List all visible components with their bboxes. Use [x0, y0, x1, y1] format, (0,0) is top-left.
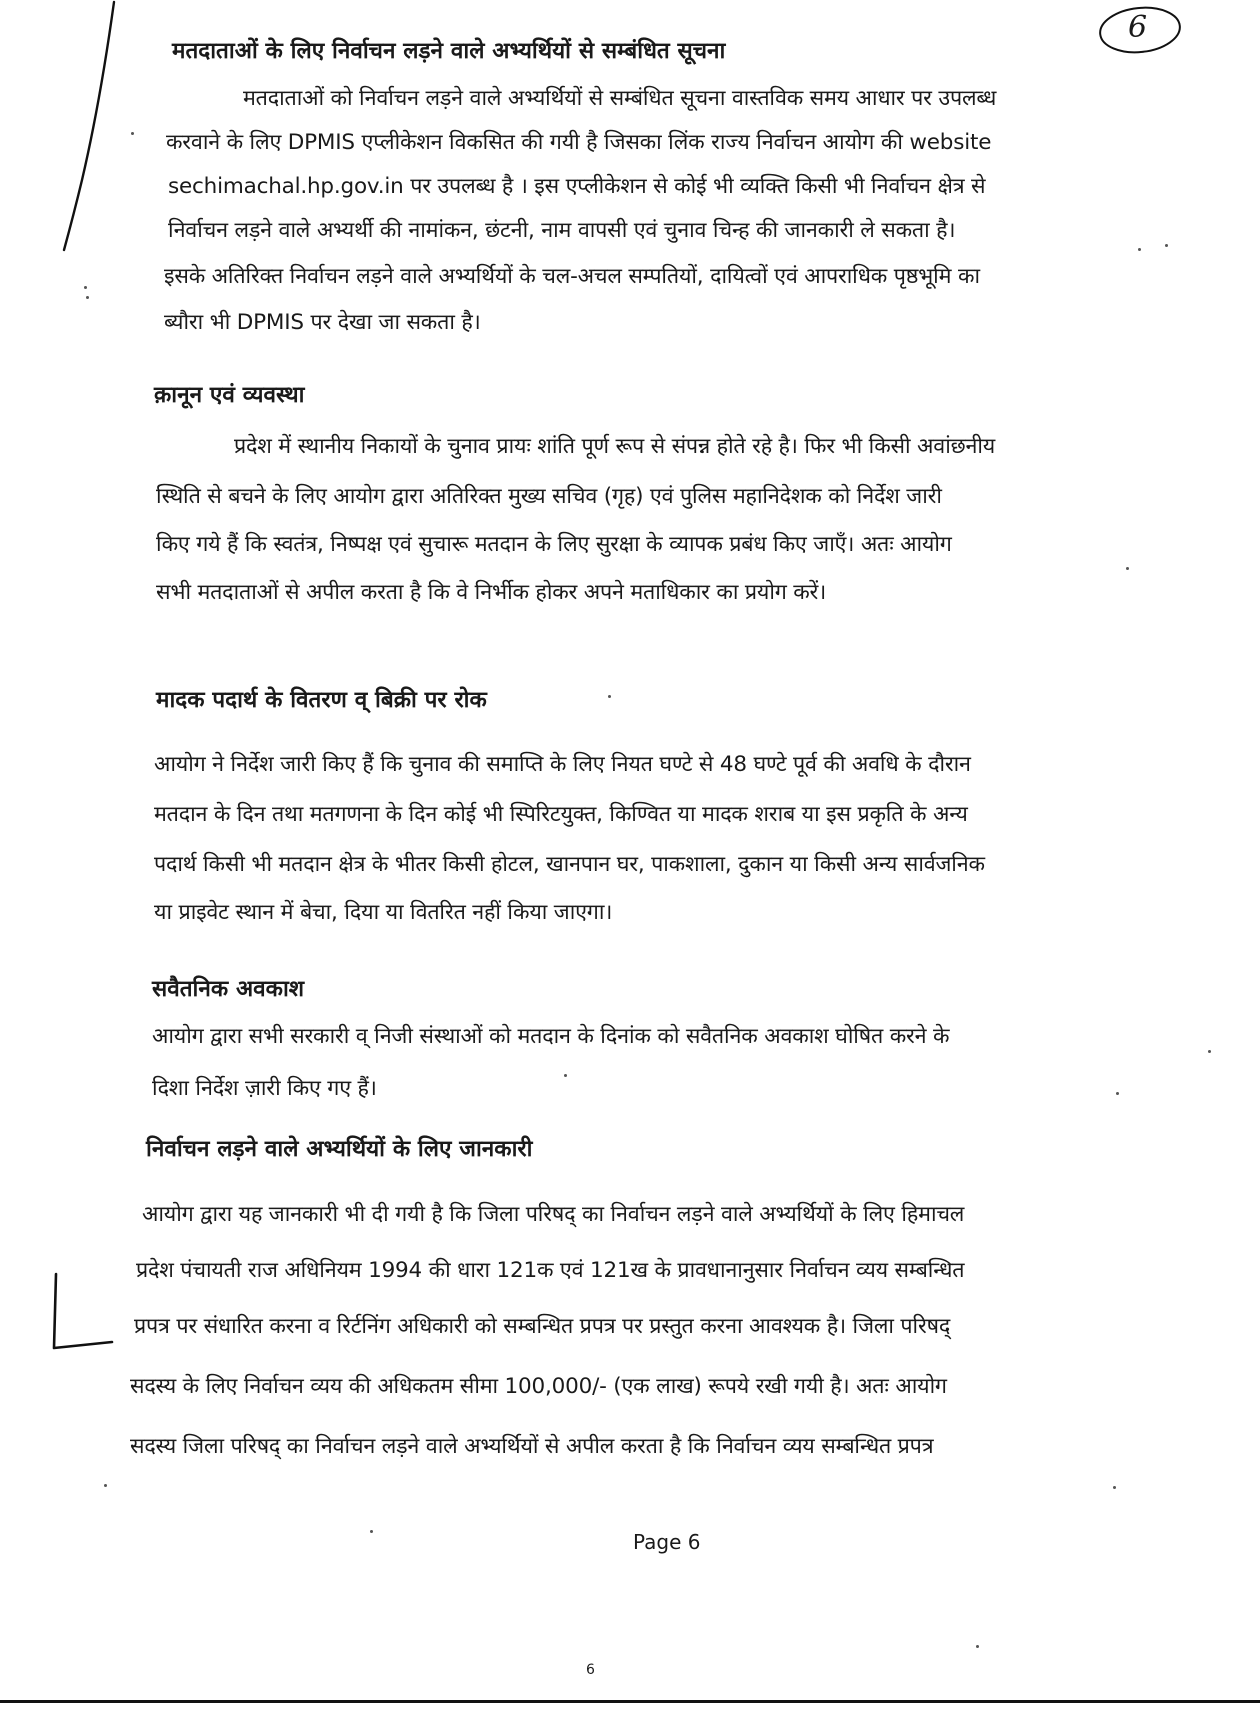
- page-footer-label: Page 6: [633, 1530, 701, 1554]
- body-line: सदस्य के लिए निर्वाचन व्यय की अधिकतम सीमा 100,000/- (एक लाख) रूपये रखी गयी है। अतः आयोग: [130, 1374, 947, 1399]
- body-line: प्रदेश में स्थानीय निकायों के चुनाव प्रायः शांति पूर्ण रूप से संपन्न होते रहे है। फिर भी किसी अवांछनीय: [234, 434, 996, 459]
- body-line: करवाने के लिए DPMIS एप्लीकेशन विकसित की गयी है जिसका लिंक राज्य निर्वाचन आयोग की website: [166, 130, 992, 155]
- scan-speck: [370, 1530, 373, 1533]
- margin-pen-stroke: [36, 0, 126, 260]
- body-line: दिशा निर्देश ज़ारी किए गए हैं।: [152, 1076, 377, 1101]
- section-heading-liquor-ban: मादक पदार्थ के वितरण व् बिक्री पर रोक: [156, 687, 487, 713]
- scan-speck: [608, 695, 611, 698]
- scan-speck: [1208, 1050, 1211, 1053]
- body-line: आयोग द्वारा सभी सरकारी व् निजी संस्थाओं को मतदान के दिनांक को सवैतनिक अवकाश घोषित करने के: [152, 1024, 950, 1049]
- section-heading-paid-holiday: सवैतनिक अवकाश: [152, 976, 305, 1002]
- scan-speck: [1116, 1092, 1119, 1095]
- body-line: स्थिति से बचने के लिए आयोग द्वारा अतिरिक्त मुख्य सचिव (गृह) एवं पुलिस महानिदेशक को निर्देश जारी: [156, 484, 942, 509]
- scan-speck: [86, 296, 89, 299]
- scan-speck: [1165, 244, 1168, 247]
- body-line: सभी मतदाताओं से अपील करता है कि वे निर्भीक होकर अपने मताधिकार का प्रयोग करें।: [156, 580, 827, 605]
- section-heading-voter-info: मतदाताओं के लिए निर्वाचन लड़ने वाले अभ्यर्थियों से सम्बंधित सूचना: [172, 38, 726, 64]
- scan-speck: [1113, 1486, 1116, 1489]
- body-line: सदस्य जिला परिषद् का निर्वाचन लड़ने वाले अभ्यर्थियों से अपील करता है कि निर्वाचन व्यय सम्बन्धित प्रपत्र: [130, 1434, 934, 1459]
- body-line: इसके अतिरिक्त निर्वाचन लड़ने वाले अभ्यर्थियों के चल-अचल सम्पतियों, दायित्वों एवं आपराधिक पृष्ठभूमि का: [164, 264, 980, 289]
- body-line: मतदाताओं को निर्वाचन लड़ने वाले अभ्यर्थियों से सम्बंधित सूचना वास्तविक समय आधार पर उपलब्ध: [243, 86, 997, 111]
- scan-speck: [1138, 248, 1141, 251]
- scan-speck: [84, 286, 87, 289]
- page-number-small: 6: [586, 1662, 595, 1678]
- scan-speck: [976, 1645, 979, 1648]
- section-heading-law-order: क़ानून एवं व्यवस्था: [154, 382, 305, 408]
- body-line: मतदान के दिन तथा मतगणना के दिन कोई भी स्पिरिटयुक्त, किण्वित या मादक शराब या इस प्रकृति के अन्य: [154, 802, 968, 827]
- body-line: प्रदेश पंचायती राज अधिनियम 1994 की धारा 121क एवं 121ख के प्रावधानानुसार निर्वाचन व्यय सम्बन्धित: [136, 1258, 965, 1283]
- section-heading-candidate-info: निर्वाचन लड़ने वाले अभ्यर्थियों के लिए जानकारी: [146, 1136, 533, 1162]
- scan-speck: [1126, 567, 1129, 570]
- body-line: प्रपत्र पर संधारित करना व रिर्टनिंग अधिकारी को सम्बन्धित प्रपत्र पर प्रस्तुत करना आवश्यक है। जिला परिषद्: [134, 1314, 951, 1339]
- margin-bracket-mark: [40, 1268, 120, 1368]
- circled-number-text: 6: [1128, 10, 1148, 45]
- body-line: आयोग द्वारा यह जानकारी भी दी गयी है कि जिला परिषद् का निर्वाचन लड़ने वाले अभ्यर्थियों के लिए हिमाचल: [142, 1202, 965, 1227]
- body-line: आयोग ने निर्देश जारी किए हैं कि चुनाव की समाप्ति के लिए नियत घण्टे से 48 घण्टे पूर्व की अवधि के दौरान: [154, 752, 971, 777]
- body-line: पदार्थ किसी भी मतदान क्षेत्र के भीतर किसी होटल, खानपान घर, पाकशाला, दुकान या किसी अन्य सार्वजनिक: [154, 852, 985, 877]
- body-line: या प्राइवेट स्थान में बेचा, दिया या वितरित नहीं किया जाएगा।: [154, 900, 613, 925]
- scan-speck: [104, 1484, 107, 1487]
- body-line: निर्वाचन लड़ने वाले अभ्यर्थी की नामांकन, छंटनी, नाम वापसी एवं चुनाव चिन्ह की जानकारी ले सकता है।: [168, 218, 956, 243]
- bottom-edge-rule: [0, 1700, 1260, 1703]
- scan-speck: [131, 132, 134, 135]
- body-line: ब्यौरा भी DPMIS पर देखा जा सकता है।: [164, 310, 481, 335]
- body-line: sechimachal.hp.gov.in पर उपलब्ध है । इस एप्लीकेशन से कोई भी व्यक्ति किसी भी निर्वाचन क्षेत्र से: [168, 174, 986, 199]
- body-line: किए गये हैं कि स्वतंत्र, निष्पक्ष एवं सुचारू मतदान के लिए सुरक्षा के व्यापक प्रबंध किए जाएँ। अतः आयोग: [156, 532, 952, 557]
- circled-page-number: [1092, 4, 1188, 60]
- scan-speck: [564, 1074, 567, 1077]
